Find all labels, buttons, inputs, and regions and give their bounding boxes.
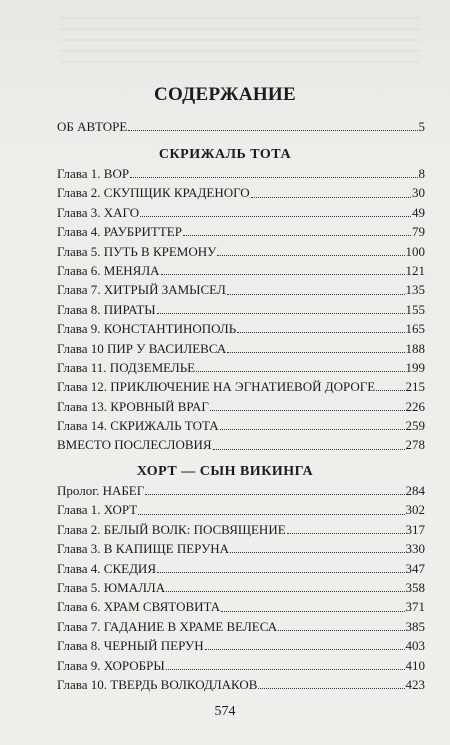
toc-entry: [57, 656, 425, 675]
toc-entry: [57, 397, 425, 416]
dot-leader: [166, 669, 405, 670]
dot-leader: [138, 514, 404, 515]
toc-entry: [57, 416, 425, 435]
toc-entry-page: 278: [405, 437, 425, 453]
toc-entry-page: 410: [405, 657, 425, 673]
toc-entry-page: 199: [405, 359, 425, 375]
toc-entry-label: Глава 1. ХОРТ: [57, 502, 138, 518]
dot-leader: [221, 611, 404, 612]
toc-entry-page: 284: [405, 483, 425, 498]
toc-entry-page: 155: [405, 301, 425, 317]
toc-entry: [57, 164, 425, 183]
toc-entry: [57, 300, 425, 319]
toc-entry: [57, 617, 425, 636]
toc-entry-page: 385: [405, 618, 425, 634]
toc-entry: [57, 358, 425, 377]
dot-leader: [210, 410, 405, 411]
toc-entry-label: ОБ АВТОРЕ: [57, 119, 128, 134]
toc-entry: [57, 242, 425, 261]
dot-leader: [217, 255, 404, 256]
dot-leader: [157, 313, 405, 314]
toc-entry: [57, 597, 425, 616]
toc-entry-label: Глава 14. СКРИЖАЛЬ ТОТА: [57, 418, 219, 434]
toc-entry: [57, 222, 425, 241]
dot-leader: [376, 390, 404, 391]
toc-entry-page: 30: [412, 185, 425, 201]
toc-entry-label: Глава 4. СКЕДИЯ: [57, 560, 156, 576]
dot-leader: [196, 371, 404, 372]
toc-entry-page: 5: [418, 119, 425, 134]
toc-entry-page: 302: [405, 502, 425, 518]
toc-entry-label: Глава 7. ГАДАНИЕ В ХРАМЕ ВЕЛЕСА: [57, 618, 278, 634]
toc-entry: [57, 261, 425, 280]
section-title-2: ХОРТ — СЫН ВИКИНГА: [136, 464, 314, 479]
toc-entry: [57, 500, 425, 519]
toc-entry-label: Глава 12. ПРИКЛЮЧЕНИЕ НА ЭГНАТИЕВОЙ ДОРОГЕ: [57, 379, 376, 395]
toc-entry-label: Глава 7. ХИТРЫЙ ЗАМЫСЕЛ: [57, 282, 226, 298]
toc-entry-page: 135: [405, 282, 425, 298]
toc-entry-label: Глава 2. БЕЛЫЙ ВОЛК: ПОСВЯЩЕНИЕ: [57, 521, 286, 537]
toc-entry-page: 121: [405, 262, 425, 278]
toc-entry: [57, 117, 425, 136]
dot-leader: [161, 274, 405, 275]
dot-leader: [287, 533, 405, 534]
toc-entry-label: Глава 3. В КАПИЩЕ ПЕРУНА: [57, 541, 230, 557]
intro-entry-block: [57, 117, 425, 136]
dot-leader: [130, 177, 417, 178]
toc-entry: [57, 183, 425, 202]
toc-entry-page: 165: [405, 321, 425, 337]
toc-entry-label: Пролог. НАБЕГ: [57, 483, 145, 498]
toc-entry: [57, 578, 425, 597]
toc-entry: [57, 636, 425, 655]
dot-leader: [166, 591, 404, 592]
toc-entry: [57, 203, 425, 222]
toc-entry-label: Глава 11. ПОДЗЕМЕЛЬЕ: [57, 359, 196, 375]
section-1-entries: [57, 164, 425, 455]
toc-entry-label: Глава 10. ТВЕРДЬ ВОЛКОДЛАКОВ: [57, 676, 258, 692]
toc-entry-page: 215: [405, 379, 425, 395]
toc-entry-label: Глава 2. СКУПЩИК КРАДЕНОГО: [57, 185, 250, 201]
dot-leader: [140, 216, 411, 217]
section-2-entries: [57, 481, 425, 694]
toc-entry-label: Глава 10 ПИР У ВАСИЛЕВСА: [57, 340, 227, 356]
toc-entry-page: 347: [405, 560, 425, 576]
dot-leader: [251, 197, 411, 198]
dot-leader: [183, 235, 411, 236]
toc-entry: [57, 520, 425, 539]
show-through-text: [60, 8, 420, 68]
dot-leader: [278, 630, 404, 631]
dot-leader: [237, 332, 404, 333]
toc-entry: [57, 481, 425, 500]
toc-entry-page: 79: [412, 224, 425, 240]
toc-entry-page: 358: [405, 579, 425, 595]
toc-entry: [57, 675, 425, 694]
toc-entry-label: Глава 3. ХАГО: [57, 204, 140, 220]
toc-entry-label: Глава 6. ХРАМ СВЯТОВИТА: [57, 599, 221, 615]
toc-entry-label: Глава 8. ЧЕРНЫЙ ПЕРУН: [57, 638, 204, 654]
toc-entry-page: 403: [405, 638, 425, 654]
toc-entry-label: Глава 8. ПИРАТЫ: [57, 301, 156, 317]
toc-entry-label: Глава 6. МЕНЯЛА: [57, 262, 160, 278]
toc-entry-page: 188: [405, 340, 425, 356]
dot-leader: [227, 294, 405, 295]
toc-entry: [57, 319, 425, 338]
toc-entry-page: 330: [405, 541, 425, 557]
toc-entry-label: Глава 13. КРОВНЫЙ ВРАГ: [57, 398, 209, 414]
toc-entry-page: 317: [405, 521, 425, 537]
dot-leader: [227, 352, 404, 353]
toc-entry-page: 8: [418, 166, 425, 181]
toc-entry-page: 226: [405, 398, 425, 414]
toc-entry: [57, 559, 425, 578]
toc-entry-page: 259: [405, 418, 425, 434]
dot-leader: [258, 688, 404, 689]
dot-leader: [145, 494, 404, 495]
dot-leader: [220, 429, 405, 430]
toc-entry-page: 49: [412, 204, 425, 220]
toc-entry-page: 371: [405, 599, 425, 615]
toc-entry-label: Глава 5. ПУТЬ В КРЕМОНУ: [57, 243, 217, 259]
toc-entry-label: ВМЕСТО ПОСЛЕСЛОВИЯ: [57, 437, 212, 453]
toc-entry-label: Глава 1. ВОР: [57, 166, 130, 181]
toc-entry: [57, 435, 425, 454]
toc-entry: [57, 539, 425, 558]
toc-entry: [57, 377, 425, 396]
toc-entry: [57, 339, 425, 358]
dot-leader: [128, 130, 417, 131]
toc-entry-label: Глава 5. ЮМАЛЛА: [57, 579, 166, 595]
toc-entry-page: 100: [405, 243, 425, 259]
section-title-1: СКРИЖАЛЬ ТОТА: [158, 147, 292, 162]
page-number: 574: [214, 704, 236, 719]
toc-entry: [57, 280, 425, 299]
toc-entry-label: Глава 9. КОНСТАНТИНОПОЛЬ: [57, 321, 237, 337]
dot-leader: [213, 449, 405, 450]
dot-leader: [230, 552, 404, 553]
toc-entry-page: 423: [405, 676, 425, 692]
toc-entry-label: Глава 4. РАУБРИТТЕР: [57, 224, 182, 240]
dot-leader: [157, 572, 405, 573]
toc-entry-label: Глава 9. ХОРОБРЫ: [57, 657, 165, 673]
page-title: СОДЕРЖАНИЕ: [154, 84, 296, 105]
dot-leader: [205, 649, 405, 650]
